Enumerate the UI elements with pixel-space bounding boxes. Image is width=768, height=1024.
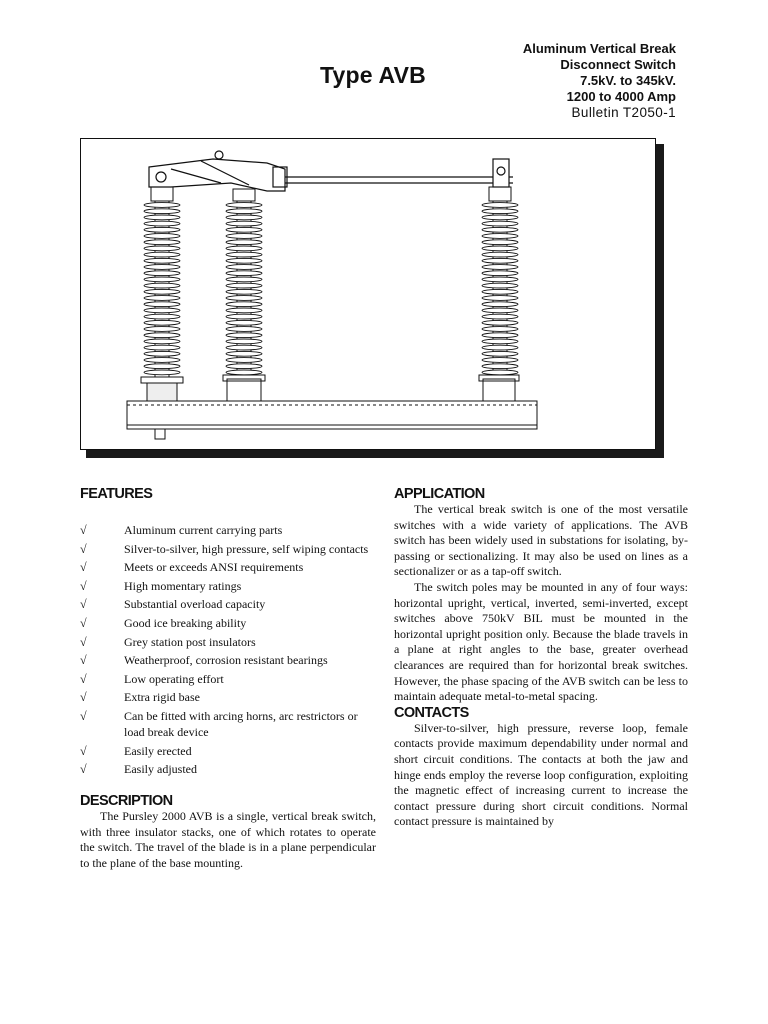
check-icon: √ — [80, 541, 87, 556]
feature-item: √ Substantial overload capacity — [80, 597, 266, 612]
insulator-stacks — [144, 201, 518, 377]
check-icon: √ — [80, 743, 87, 758]
application-heading: APPLICATION — [394, 486, 485, 502]
right-column — [394, 486, 688, 830]
feature-item: √ Extra rigid base — [80, 690, 200, 705]
check-icon: √ — [80, 560, 87, 575]
feature-item: √ Easily adjusted — [80, 762, 197, 777]
contacts-heading: CONTACTS — [394, 704, 469, 721]
features-heading: FEATURES — [80, 486, 153, 502]
left-column — [80, 486, 376, 872]
check-icon: √ — [80, 615, 87, 630]
check-icon: √ — [80, 597, 87, 612]
contacts-paragraph: Silver-to-silver, high pressure, reverse loop, female contacts provide maximum dependability under normal and short circuit conditions. The contacts at both the jaw and hinge ends employ the reverse loop configuration, exploiting the magnetic effect of increasing current to increase the contact pressure during short circuit conditions. Normal contact pressure is maintained by — [394, 720, 688, 829]
features-list — [80, 522, 376, 777]
feature-item: √ Can be fitted with arcing horns, arc restrictors or load break device — [80, 708, 358, 739]
bulletin-number: Bulletin T2050-1 — [571, 105, 676, 120]
switch-illustration — [80, 138, 656, 450]
application-paragraph-1: The vertical break switch is one of the most versatile switches with a wide variety of applications. The AVB switch has been widely used in substations for isolating, by-passing or sectionalizing. It may also be used on lines as a sectionalizer or as a tap-off switch. — [394, 502, 688, 579]
feature-item: √ Grey station post insulators — [80, 634, 256, 649]
description-heading: DESCRIPTION — [80, 793, 173, 810]
check-icon: √ — [80, 578, 87, 593]
feature-item: √ Aluminum current carrying parts — [80, 523, 283, 537]
switch-drawing — [81, 139, 655, 449]
feature-item: √ Weatherproof, corrosion resistant bearings — [80, 653, 328, 668]
feature-item: √ Easily erected — [80, 743, 192, 758]
check-icon: √ — [80, 708, 87, 723]
check-icon: √ — [80, 634, 87, 649]
check-icon: √ — [80, 762, 87, 777]
subtitle-line-4: 1200 to 4000 Amp — [566, 89, 676, 104]
header-specs — [523, 41, 676, 121]
feature-item: √ Meets or exceeds ANSI requirements — [80, 560, 304, 575]
feature-item: √ Good ice breaking ability — [80, 615, 247, 630]
subtitle-line-1: Aluminum Vertical Break — [522, 41, 676, 56]
subtitle-line-3: 7.5kV. to 345kV. — [580, 73, 676, 88]
check-icon: √ — [80, 523, 87, 537]
feature-item: √ Silver-to-silver, high pressure, self wiping contacts — [80, 541, 369, 556]
description-paragraph: The Pursley 2000 AVB is a single, vertical break switch, with three insulator stacks, one of which rotates to operate the switch. The travel of the blade is in a plane perpendicular to the plane of the base mounting. — [80, 809, 376, 870]
check-icon: √ — [80, 671, 87, 686]
feature-item: √ High momentary ratings — [80, 578, 242, 593]
check-icon: √ — [80, 653, 87, 668]
subtitle-line-2: Disconnect Switch — [560, 57, 676, 72]
check-icon: √ — [80, 690, 87, 705]
application-paragraph-2: The switch poles may be mounted in any of four ways: horizontal upright, vertical, inverted, semi-inverted, except switches above 750kV BIL must be mounted in the horizontal upright position only. Because the blade travels in a plane at right angles to the base, greater overhead clearances are required than for horizontal break switches. However, the phase spacing of the AVB switch can be less to maintain adequate metal-to-metal spacing. — [394, 579, 688, 704]
page-title: Type AVB — [320, 62, 426, 88]
feature-item: √ Low operating effort — [80, 671, 224, 686]
